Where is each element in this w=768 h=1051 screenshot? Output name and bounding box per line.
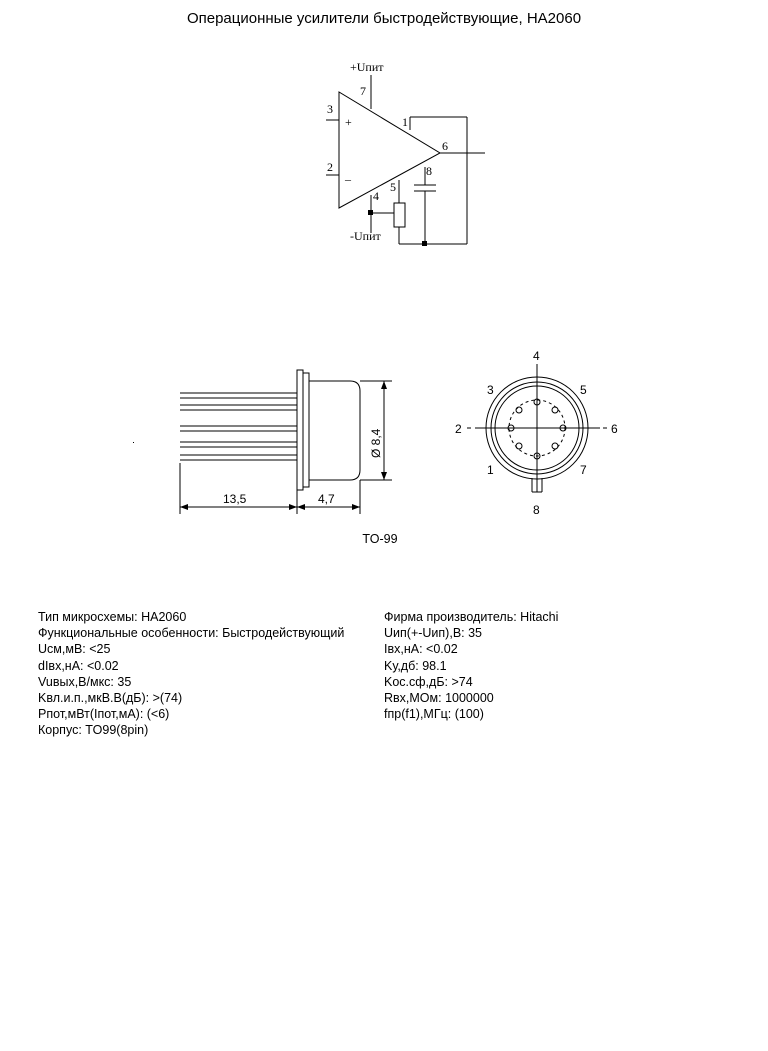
pin-label: 3 xyxy=(327,102,333,116)
pin-label: 7 xyxy=(580,463,587,477)
spec-row: Фирма производитель: Hitachi xyxy=(384,610,559,624)
stray-dot xyxy=(133,442,134,443)
pin-label: 2 xyxy=(455,422,462,436)
pin-label: 7 xyxy=(360,84,366,98)
pin-label: 5 xyxy=(580,383,587,397)
spec-row: Kу,дб: 98.1 xyxy=(384,658,447,673)
spec-row: Vuвых,В/мкс: 35 xyxy=(38,674,132,689)
pin-label: 6 xyxy=(611,422,618,436)
pin-label: 3 xyxy=(487,383,494,397)
spec-row: Iвх,нА: <0.02 xyxy=(384,642,458,657)
pin-label: 4 xyxy=(373,189,379,203)
pin-label: 8 xyxy=(426,164,432,178)
spec-row: Kвл.и.п.,мкВ.В(дБ): >(74) xyxy=(38,690,183,705)
spec-row: Kос.сф,дБ: >74 xyxy=(384,674,473,689)
package-side-view xyxy=(180,370,392,514)
spec-row: dIвх,нА: <0.02 xyxy=(38,658,119,673)
spec-row: Функциональные особенности: Быстродействующий xyxy=(38,626,345,641)
spec-row: fпр(f1),МГц: (100) xyxy=(384,707,484,722)
pin-label: 1 xyxy=(402,115,408,129)
spec-row: Rвх,МОм: 1000000 xyxy=(384,690,494,705)
supply-positive-label: +Uпит xyxy=(350,60,384,74)
specs-right-column xyxy=(384,609,558,722)
spec-row: Корпус: TO99(8pin) xyxy=(38,723,149,738)
spec-row: Uсм,мВ: <25 xyxy=(38,642,111,657)
pin-label: 4 xyxy=(533,349,540,363)
junction-dot xyxy=(422,241,427,246)
trim-resistor xyxy=(394,203,405,227)
pin-label: 2 xyxy=(327,160,333,174)
dimension-arrows xyxy=(180,381,387,510)
plus-input-sign: + xyxy=(345,115,352,129)
pin-label: 1 xyxy=(487,463,494,477)
specs-left-column xyxy=(38,609,344,739)
op-amp-schematic xyxy=(326,75,485,244)
package-label: TO-99 xyxy=(362,532,398,546)
spec-row: Uип(+-Uип),В: 35 xyxy=(384,626,483,641)
pin-label: 6 xyxy=(442,139,448,153)
junction-dot xyxy=(368,210,373,215)
pin-label: 5 xyxy=(390,180,396,194)
pin-label: 8 xyxy=(533,503,540,517)
supply-negative-label: -Uпит xyxy=(350,229,381,243)
dimension-diameter: Ø 8,4 xyxy=(369,428,383,458)
dimension-lead-length: 13,5 xyxy=(223,492,247,506)
minus-input-sign: – xyxy=(345,172,351,186)
spec-row: Тип микросхемы: HA2060 xyxy=(38,610,187,624)
page-title: Операционные усилители быстродействующие, HA2060 xyxy=(186,10,582,27)
spec-row: Pпот,мВт(Iпот,мА): (<6) xyxy=(38,707,170,722)
dimension-body-height: 4,7 xyxy=(318,492,335,506)
